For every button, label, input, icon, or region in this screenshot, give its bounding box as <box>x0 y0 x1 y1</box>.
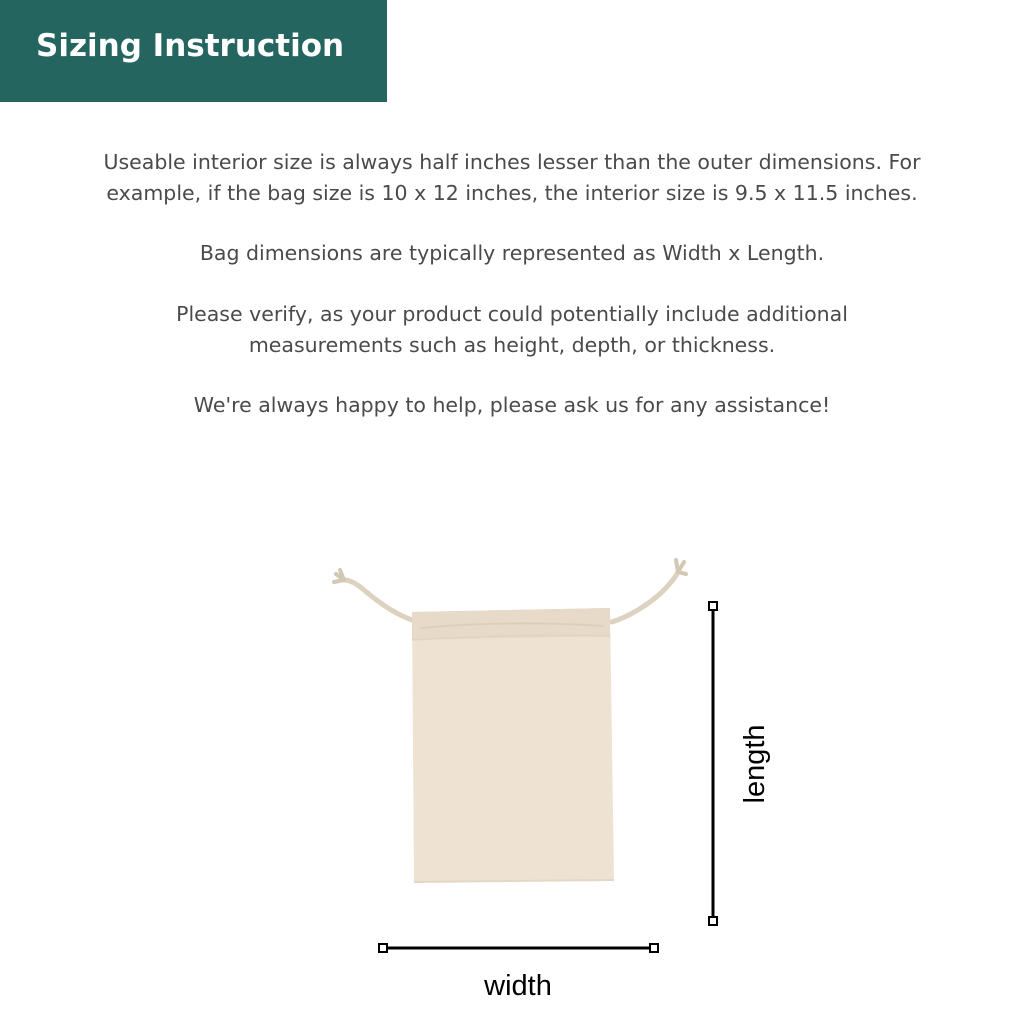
drawstring-cord-left <box>334 570 412 620</box>
paragraph-line: We're always happy to help, please ask us for any assistance! <box>193 393 831 417</box>
drawstring-bag <box>412 608 614 882</box>
drawstring-cord-right <box>612 560 686 622</box>
paragraph-line: measurements such as height, depth, or thickness. <box>248 333 776 357</box>
length-label: length <box>739 724 771 804</box>
paragraph-line: Please verify, as your product could potentially include additional <box>176 302 848 326</box>
width-label: width <box>484 970 552 1002</box>
paragraph-line: Useable interior size is always half inches lesser than the outer dimensions. For <box>103 150 921 174</box>
width-dimension-line <box>379 944 658 952</box>
paragraph-line: example, if the bag size is 10 x 12 inches, the interior size is 9.5 x 11.5 inches. <box>106 181 918 205</box>
paragraph-line: Bag dimensions are typically represented as Width x Length. <box>199 241 825 265</box>
length-dimension-line <box>709 602 717 925</box>
page-title: Sizing Instruction <box>36 28 345 64</box>
